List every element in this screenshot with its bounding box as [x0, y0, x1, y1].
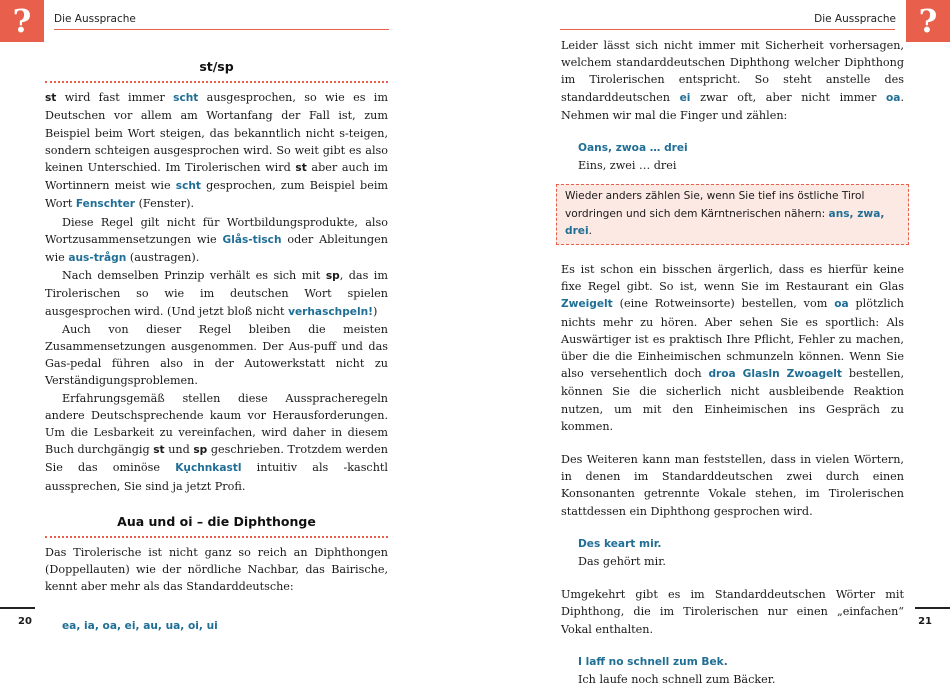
- page-number-rule: [0, 607, 35, 609]
- right-content: [561, 37, 904, 688]
- paragraph: Es ist schon ein bisschen ärgerlich, dass es hierfür keine fixe Regel gibt. So ist, wenn Sie im Restaurant ein Glas Zweigelt (eine Rotweinsorte) bestellen, vom oa plötzlich nichts mehr zu hören. Aber sehen Sie es sportlich: Als Auswärtiger ist es praktisch Ihre Pflicht, Fehler zu machen, über die die Einheimischen schmunzeln können. Wenn Sie also versehentlich doch droa Glasln Zwoagelt bestellen, können Sie die sicherlich nicht ausbleibende Reaktion nutzen, um mit den Einheimischen ins Gespräch zu kommen.: [561, 262, 904, 433]
- running-header: Die Aussprache: [814, 13, 896, 25]
- section-title-st-sp: st/sp: [199, 59, 234, 74]
- paragraph: Auch von dieser Regel bleiben die meisten Zusammensetzungen ausgenommen. Der Aus-puff und das Gas-pedal führen also in der Autowerkstatt nicht zu Verständigungsproblemen.: [45, 322, 388, 388]
- paragraph: Leider lässt sich nicht immer mit Sicherheit vorhersagen, welchem standarddeutschen Diphthong welcher Diphthong im Tirolerischen entspricht. So steht anstelle des standarddeutschen ei zwar oft, aber nicht immer oa. Nehmen wir mal die Finger und zählen:: [561, 39, 905, 122]
- paragraph: Diese Regel gilt nicht für Wortbildungsprodukte, also Wortzusammensetzungen wie Glås-tisch oder Ableitungen wie aus-trågn (austragen).: [45, 215, 388, 265]
- header-rule: [54, 29, 389, 30]
- info-box: Wieder anders zählen Sie, wenn Sie tief ins östliche Tirol vordringen und sich dem Kärntnerischen nähern: ans, zwa, drei.: [556, 184, 909, 245]
- paragraph: Des Weiteren kann man feststellen, dass in vielen Wörtern, in denen im Standarddeutschen zwei durch einen Konsonanten getrennte Vokale stehen, im Tirolerischen stattdessen ein Diphthong gesprochen wird.: [561, 452, 904, 518]
- paragraph: Erfahrungsgemäß stellen diese Ausspracheregeln andere Deutschsprechende kaum vor Herausforderungen. Um die Lesbarkeit zu vereinfachen, wird daher in diesem Buch durchgängig st und sp geschrieben. Trotzdem werden Sie das ominöse Kụchnkastl intuitiv als -kaschtl aussprechen, Sie sind ja jetzt Profi.: [45, 391, 388, 493]
- dotted-divider: [45, 81, 388, 83]
- page-number: 20: [18, 616, 32, 627]
- page-number: 21: [918, 616, 932, 627]
- left-content: [45, 56, 388, 635]
- right-page: [475, 0, 950, 686]
- paragraph: Nach demselben Prinzip verhält es sich mit sp, das im Tirolerischen so wie im deutschen Wort spielen ausgesprochen wird. (Und jetzt bloß nicht verhaschpeln!): [45, 269, 388, 318]
- running-header: Die Aussprache: [54, 13, 136, 25]
- dotted-divider: [45, 536, 388, 538]
- left-page: [0, 0, 475, 648]
- header-rule: [560, 29, 895, 30]
- question-mark-icon: ?: [0, 0, 44, 42]
- example-counting: Oans, zwoa … drei Eins, zwei … drei: [578, 142, 688, 173]
- section-title-diphthonge: Aua und oi – die Diphthonge: [117, 513, 316, 529]
- paragraph: Umgekehrt gibt es im Standarddeutschen Wörter mit Diphthong, die im Tirolerischen nur einen „einfachen“ Vokal enthalten.: [561, 588, 904, 636]
- page-number-rule: [915, 607, 950, 609]
- paragraph: Das Tirolerische ist nicht ganz so reich an Diphthongen (Doppellauten) wie der nördliche Nachbar, das Bairische, kennt aber mehr als das Standarddeutsche:: [45, 546, 388, 594]
- example-diphthongs: ea, ia, oa, ei, au, ua, oi, ui: [62, 619, 218, 632]
- example-gehoert: Des keart mir. Das gehört mir.: [578, 537, 666, 568]
- question-mark-icon: ?: [906, 0, 950, 42]
- paragraph: st wird fast immer scht ausgesprochen, so wie es im Deutschen vor allem am Wortanfang der Fall ist, zum Beispiel beim Wort steigen, das bekanntlich nicht s-teigen, sondern schteigen ausgesprochen wird. So weit gibt es also keinen Unterschied. Im Tirolerischen wird st aber auch im Wortinnern meist wie scht gesprochen, zum Beispiel beim Wort Fenschter (Fenster).: [45, 91, 389, 211]
- example-baecker: I laff no schnell zum Bek. Ich laufe noch schnell zum Bäcker.: [578, 655, 776, 686]
